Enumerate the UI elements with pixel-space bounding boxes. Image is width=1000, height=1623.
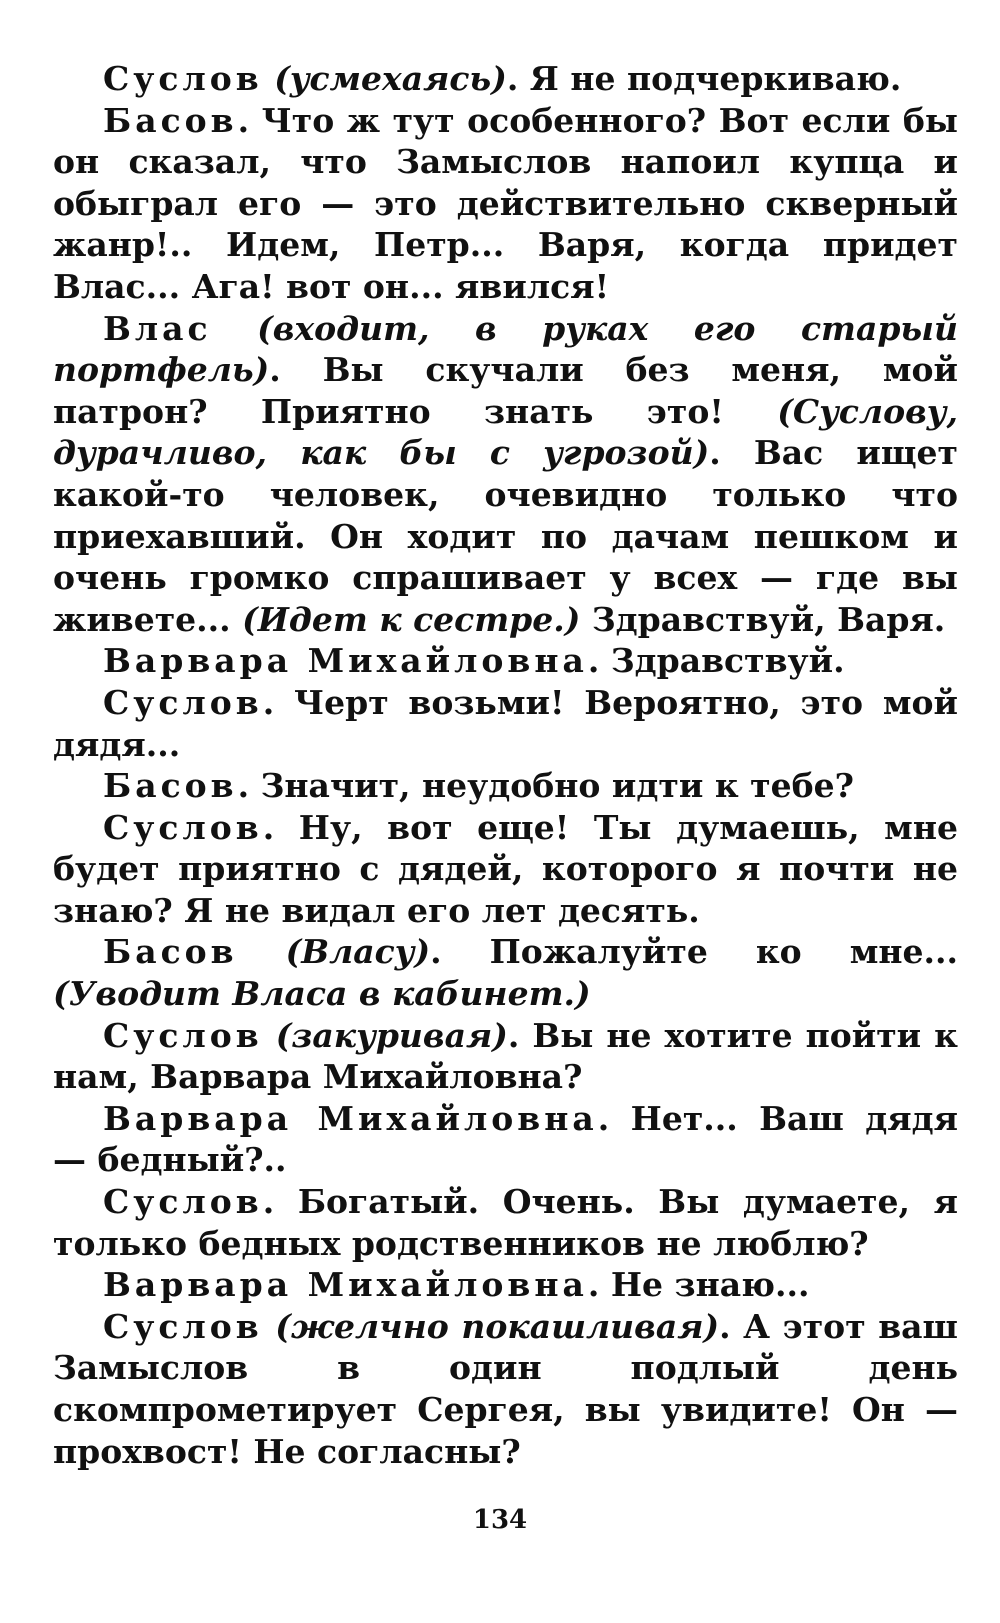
paragraph: [53, 1264, 958, 1306]
dialogue-text: [263, 1307, 276, 1346]
paragraph: [53, 1181, 958, 1264]
speaker-name: Суслов: [103, 59, 263, 98]
stage-direction: (Уводит Власа в кабинет.): [53, 974, 591, 1014]
dialogue-text: . Вы скучали без меня, мой патрон? Приятно знать это!: [53, 350, 958, 431]
speaker-name: Варвара Михайловна: [103, 1098, 598, 1138]
dialogue-text: [238, 932, 286, 971]
speaker-name: Басов: [103, 932, 238, 972]
paragraph: [53, 1098, 958, 1181]
speaker-name: Басов: [103, 100, 238, 140]
dialogue-text: . А этот ваш Замыслов в один подлый день скомпрометирует Сергея, вы увидите! Он — прохвост! Не согласны?: [53, 1306, 958, 1471]
speaker-name: Суслов: [103, 1015, 263, 1055]
dialogue-text: . Здравствуй.: [587, 641, 845, 681]
paragraph: [53, 931, 958, 1014]
page-text: [53, 58, 958, 1472]
dialogue-text: . Вас ищет какой-то человек, очевидно только что приехавший. Он ходит по дачам пешком и очень громко спрашивает у всех — где вы живете...: [53, 433, 958, 639]
paragraph: [53, 1015, 958, 1098]
dialogue-text: [212, 309, 258, 348]
speaker-name: Влас: [103, 308, 212, 348]
dialogue-text: . Не знаю...: [587, 1265, 810, 1305]
dialogue-text: . Нет... Ваш дядя — бедный?..: [53, 1098, 958, 1180]
speaker-name: Суслов: [103, 807, 263, 847]
dialogue-text: . Богатый. Очень. Вы думаете, я только бедных родственников не люблю?: [53, 1182, 958, 1263]
speaker-name: Варвара Михайловна: [103, 1265, 588, 1305]
speaker-name: Суслов: [103, 682, 263, 722]
dialogue-text: [263, 1016, 276, 1055]
stage-direction: (закуривая): [275, 1015, 508, 1055]
paragraph: [53, 807, 958, 932]
speaker-name: Суслов: [103, 1182, 263, 1222]
paragraph: [53, 308, 958, 641]
paragraph: [53, 100, 958, 308]
dialogue-text: . Черт возьми! Вероятно, это мой дядя...: [53, 682, 958, 764]
stage-direction: (входит, в руках его старый портфель): [53, 308, 958, 390]
dialogue-text: . Пожалуйте ко мне...: [430, 932, 958, 972]
speaker-name: Басов: [103, 766, 238, 806]
dialogue-text: . Значит, неудобно идти к тебе?: [237, 766, 854, 806]
paragraph: [53, 1306, 958, 1472]
stage-direction: (усмехаясь): [274, 59, 507, 98]
paragraph: [53, 640, 958, 682]
dialogue-text: . Вы не хотите пойти к нам, Варвара Михайловна?: [53, 1015, 958, 1097]
page-number: 134: [472, 1505, 528, 1535]
dialogue-text: [263, 59, 275, 98]
dialogue-text: Здравствуй, Варя.: [580, 599, 946, 639]
paragraph: [53, 58, 958, 100]
paragraph: [53, 765, 958, 807]
stage-direction: (Идет к сестре.): [242, 599, 581, 639]
speaker-name: Суслов: [103, 1306, 263, 1346]
stage-direction: (Власу): [285, 932, 431, 972]
stage-direction: (желчно покашливая): [275, 1306, 720, 1346]
speaker-name: Варвара Михайловна: [103, 641, 588, 681]
dialogue-text: . Я не подчеркиваю.: [506, 59, 902, 98]
stage-direction: (Суслову, дурачливо, как бы с угрозой): [53, 391, 958, 473]
dialogue-text: . Ну, вот еще! Ты думаешь, мне будет приятно с дядей, которого я почти не знаю? Я не видал его лет десять.: [53, 807, 958, 930]
paragraph: [53, 682, 958, 765]
dialogue-text: . Что ж тут особенного? Вот если бы он сказал, что Замыслов напоил купца и обыгрaл его — это действительно скверный жанр!.. Идем, Петр... Варя, когда придет Влас... Ага! вот он... явился!: [53, 100, 958, 306]
